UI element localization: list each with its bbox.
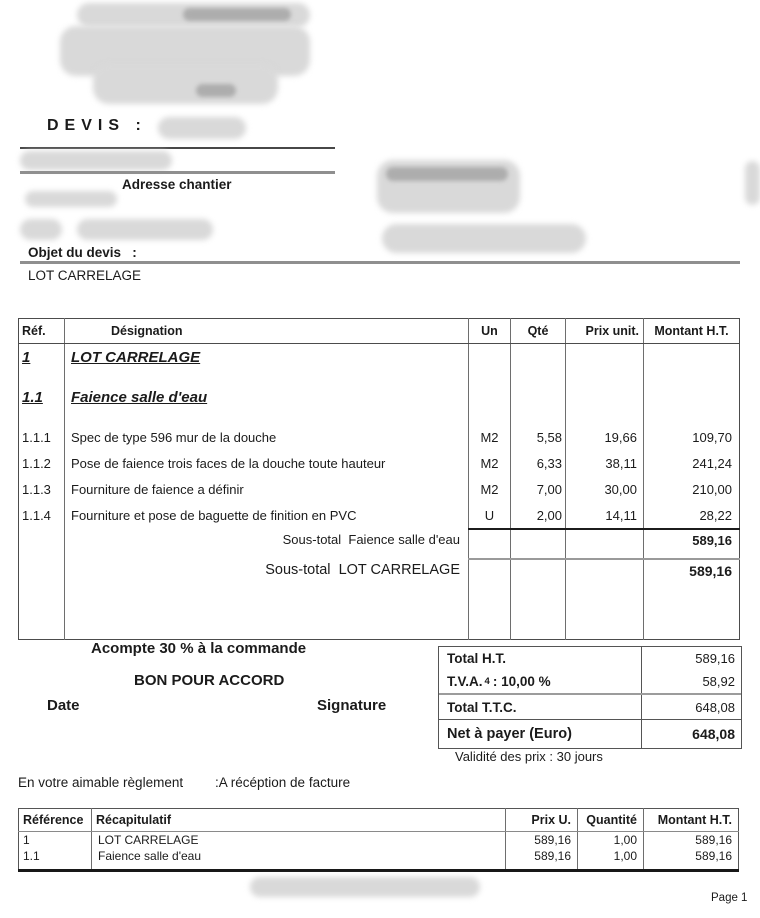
col-header-ref: Réf. <box>19 319 65 344</box>
cell-montant-ht: 589,16 <box>644 832 739 849</box>
divider-gray <box>20 171 335 174</box>
tva-index: 4 <box>484 676 490 687</box>
cell-montant: 210,00 <box>644 476 740 502</box>
tva-label <box>439 670 642 693</box>
net-a-payer-value: 648,08 <box>692 726 735 742</box>
acompte-text: Acompte 30 % à la commande <box>91 640 307 657</box>
subtotal-label: Sous-total Faience salle d'eau <box>65 529 469 559</box>
table-row-section <box>19 344 740 385</box>
tva-rate: : 10,00 % <box>492 674 551 689</box>
cell-prix: 14,11 <box>566 502 644 529</box>
col-header-recapitulatif: Récapitulatif <box>92 809 506 832</box>
date-label: Date <box>47 697 80 714</box>
recap-row <box>19 848 739 864</box>
cell-ref: 1.1 <box>22 389 43 406</box>
cell-un: M2 <box>469 450 511 476</box>
cell-montant <box>644 344 740 385</box>
signature-label: Signature <box>317 697 387 714</box>
redacted-company-header-blob <box>93 64 278 104</box>
cell-ref: 1.1.2 <box>22 455 51 471</box>
recap-row <box>19 832 739 849</box>
cell-un <box>469 559 511 598</box>
table-row-item <box>19 450 740 476</box>
cell-un <box>469 344 511 385</box>
bon-pour-accord-text: BON POUR ACCORD <box>134 672 285 689</box>
divider-objet <box>20 261 740 264</box>
total-ttc-label: Total T.T.C. <box>439 695 642 719</box>
redacted-address-blob <box>77 219 213 240</box>
cell-reference: 1 <box>23 833 30 847</box>
cell-designation: LOT CARRELAGE <box>65 344 469 385</box>
adresse-chantier-label: Adresse chantier <box>122 177 232 192</box>
col-header-reference: Référence <box>19 809 92 832</box>
redacted-client-block-blob <box>386 167 508 181</box>
cell-prix <box>566 344 644 385</box>
cell-prix-u: 589,16 <box>506 848 578 864</box>
cell-qte: 2,00 <box>511 502 566 529</box>
cell-un: U <box>469 502 511 529</box>
cell-prix: 30,00 <box>566 476 644 502</box>
subtotal-row-faience <box>19 529 740 559</box>
cell-quantite: 1,00 <box>578 848 644 864</box>
redacted-client-block-blob <box>382 224 586 253</box>
col-header-qte: Qté <box>511 319 566 344</box>
redacted-company-header-blob <box>196 84 236 97</box>
col-header-montant-ht: Montant H.T. <box>644 809 739 832</box>
cell-qte: 6,33 <box>511 450 566 476</box>
cell-prix: 38,11 <box>566 450 644 476</box>
cell-prix <box>566 529 644 559</box>
cell-qte <box>511 529 566 559</box>
objet-du-devis-label: Objet du devis : <box>28 245 137 260</box>
cell-qte <box>511 344 566 385</box>
net-a-payer-row <box>439 720 741 748</box>
divider-under-devis <box>20 147 335 149</box>
tva-row <box>439 670 741 695</box>
total-ht-value: 589,16 <box>695 651 735 666</box>
devis-title: DEVIS : <box>47 117 147 134</box>
items-table <box>18 318 740 640</box>
reglement-label: En votre aimable règlement <box>18 775 184 790</box>
items-table-header-row <box>19 319 740 344</box>
recap-spacer-row <box>19 864 739 871</box>
validite-text: Validité des prix : 30 jours <box>455 749 603 764</box>
table-row-item <box>19 476 740 502</box>
cell-montant <box>644 384 740 424</box>
col-header-un: Un <box>469 319 511 344</box>
cell-ref: 1.1.4 <box>22 508 51 523</box>
cell-ref <box>19 559 65 598</box>
cell-recapitulatif: Faience salle d'eau <box>92 848 506 864</box>
total-ttc-value: 648,08 <box>695 699 735 715</box>
cell-prix-u: 589,16 <box>506 832 578 849</box>
tva-value: 58,92 <box>702 674 735 689</box>
cell-ref: 1 <box>22 349 31 366</box>
col-header-montant-ht: Montant H.T. <box>644 319 740 344</box>
total-ht-row <box>439 647 741 670</box>
cell-montant: 109,70 <box>644 424 740 450</box>
subtotal-row-lot <box>19 559 740 598</box>
table-row-subsection <box>19 384 740 424</box>
cell-ref <box>19 529 65 559</box>
table-row-item <box>19 502 740 529</box>
redacted-address-blob <box>25 191 117 207</box>
redacted-footer-blob <box>250 877 480 897</box>
redacted-edge-blob <box>745 161 760 205</box>
reglement-value: :A récéption de facture <box>215 775 351 790</box>
cell-recapitulatif: LOT CARRELAGE <box>92 832 506 849</box>
cell-reference: 1.1 <box>23 849 40 863</box>
cell-prix <box>566 384 644 424</box>
subtotal-label: Sous-total LOT CARRELAGE <box>65 559 469 598</box>
objet-du-devis-value: LOT CARRELAGE <box>28 268 142 283</box>
col-header-quantite: Quantité <box>578 809 644 832</box>
total-ttc-row <box>439 695 741 720</box>
redacted-client-line-blob <box>20 151 172 170</box>
cell-montant-ht: 589,16 <box>644 848 739 864</box>
redacted-address-blob <box>20 219 62 240</box>
cell-prix: 19,66 <box>566 424 644 450</box>
table-filler-row <box>19 598 740 640</box>
col-header-designation: Désignation <box>65 319 469 344</box>
cell-montant: 28,22 <box>644 502 740 529</box>
cell-un: M2 <box>469 476 511 502</box>
cell-qte <box>511 559 566 598</box>
cell-qte: 5,58 <box>511 424 566 450</box>
cell-designation: Fourniture et pose de baguette de finition en PVC <box>65 502 469 529</box>
cell-qte: 7,00 <box>511 476 566 502</box>
cell-un <box>469 384 511 424</box>
cell-quantite: 1,00 <box>578 832 644 849</box>
redacted-devis-number-blob <box>158 117 246 139</box>
cell-qte <box>511 384 566 424</box>
cell-designation: Fourniture de faience a définir <box>65 476 469 502</box>
totals-box <box>438 646 742 749</box>
net-a-payer-label: Net à payer (Euro) <box>439 720 642 748</box>
recap-header-row <box>19 809 739 832</box>
cell-un <box>469 529 511 559</box>
page-number: Page 1 <box>711 892 748 904</box>
cell-designation: Faience salle d'eau <box>65 384 469 424</box>
cell-ref: 1.1.3 <box>22 481 51 497</box>
recap-table <box>18 808 739 872</box>
subtotal-value: 589,16 <box>644 529 740 559</box>
total-ht-label: Total H.T. <box>439 647 642 670</box>
col-header-prix-unit: Prix unit. <box>566 319 644 344</box>
tva-label-text: T.V.A. <box>447 674 483 689</box>
cell-un: M2 <box>469 424 511 450</box>
cell-designation: Spec de type 596 mur de la douche <box>65 424 469 450</box>
cell-prix <box>566 559 644 598</box>
cell-montant: 241,24 <box>644 450 740 476</box>
col-header-prix-u: Prix U. <box>506 809 578 832</box>
table-row-item <box>19 424 740 450</box>
subtotal-value: 589,16 <box>644 559 740 598</box>
cell-designation: Pose de faience trois faces de la douche toute hauteur <box>65 450 469 476</box>
redacted-company-header-blob <box>183 8 291 21</box>
cell-ref: 1.1.1 <box>22 429 51 445</box>
